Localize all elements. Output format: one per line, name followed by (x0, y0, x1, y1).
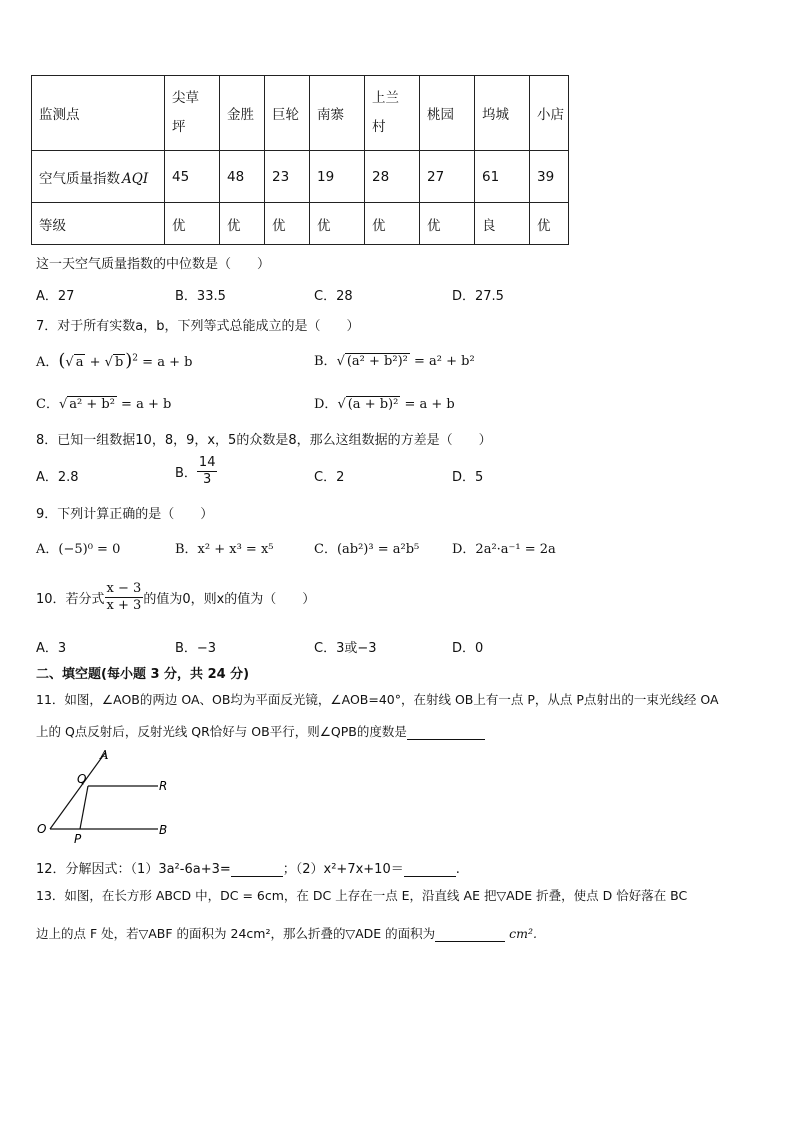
table-cell: 金胜 (220, 76, 265, 151)
table-cell: 桃园 (420, 76, 475, 151)
q9-stem: 9．下列计算正确的是（ ） (36, 507, 214, 522)
q10-option-c: C．3或−3 (314, 641, 377, 656)
q10-stem-pre: 10．若分式 (36, 592, 105, 607)
fraction-denominator: x + 3 (106, 598, 142, 613)
q9-option-c: C．(ab²)³ = a²b⁵ (314, 542, 420, 557)
table-cell: 优 (365, 203, 420, 245)
q11-figure (30, 745, 180, 845)
table-cell: 27 (420, 151, 475, 203)
table-cell: 优 (420, 203, 475, 245)
table-row (32, 76, 569, 151)
table-header-cell (32, 151, 165, 203)
q12-part1: 12．分解因式：（1）3a²-6a+3= (36, 862, 231, 877)
q7-option-b: B．√ (a² + b²)² = a² + b² (314, 354, 475, 369)
label-r: R (159, 779, 168, 793)
q10-stem-post: 的值为0，则x的值为（ ） (143, 592, 316, 607)
table-header-cell: 监测点 (32, 76, 165, 151)
q8-option-d: D．5 (452, 470, 484, 485)
q6-option-a: A．27 (36, 289, 75, 304)
table-cell: 优 (220, 203, 265, 245)
table-cell: 坞城 (475, 76, 530, 151)
q10-option-b: B．−3 (175, 641, 217, 656)
table-cell: 巨轮 (265, 76, 310, 151)
answer-blank[interactable] (435, 941, 505, 942)
table-cell: 48 (220, 151, 265, 203)
q9-option-d: D．2a²·a⁻¹ = 2a (452, 542, 556, 557)
q13-line2-text: 边上的点 F 处，若▽ABF 的面积为 24cm²，那么折叠的▽ADE 的面积为 (36, 926, 436, 941)
q13-line2 (36, 924, 537, 942)
q9-option-b: B．x² + x³ = x⁵ (175, 542, 274, 557)
option-label: C． (36, 397, 59, 412)
q10-stem (36, 581, 315, 614)
q12-part2: ；（2）x²+7x+10＝ (282, 862, 404, 877)
label-q: Q (77, 772, 87, 786)
fraction-numerator: x − 3 (106, 581, 142, 596)
q7-stem: 7．对于所有实数a，b，下列等式总能成立的是（ ） (36, 319, 360, 334)
table-cell: 小店 (530, 76, 569, 151)
label-p: P (74, 832, 82, 845)
table-cell: 优 (310, 203, 365, 245)
table-row (32, 203, 569, 245)
q12 (36, 858, 460, 877)
q10-option-d: D．0 (452, 641, 484, 656)
table-cell: 南寨 (310, 76, 365, 151)
segment-pq (80, 786, 88, 829)
q12-end: . (455, 862, 460, 877)
table-cell: 良 (475, 203, 530, 245)
q11-line2 (36, 722, 485, 740)
option-label: B． (175, 466, 197, 481)
option-label: B． (314, 354, 337, 369)
ray-oa (50, 753, 105, 829)
table-cell: 19 (310, 151, 365, 203)
table-cell: 39 (530, 151, 569, 203)
label-o: O (37, 822, 47, 836)
table-cell: 尖草 坪 (165, 76, 220, 151)
table-cell: 优 (265, 203, 310, 245)
section-title: 二、填空题(每小题 3 分，共 24 分) (36, 667, 250, 682)
q6-option-b: B．33.5 (175, 289, 226, 304)
answer-blank[interactable] (404, 876, 456, 877)
label-a: A (100, 748, 109, 762)
q11-line1: 11．如图，∠AOB的两边 OA、OB均为平面反光镜，∠AOB=40°，在射线 OB上有一点 P，从点 P点射出的一束光线经 OA (36, 692, 719, 707)
q8-option-a: A．2.8 (36, 470, 79, 485)
option-label: A． (36, 355, 59, 370)
q11-line2-text: 上的 Q点反射后，反射光线 QR恰好与 OB平行，则∠QPB的度数是 (36, 724, 407, 739)
q7-option-c: C．√ a² + b² = a + b (36, 397, 172, 412)
q6-stem: 这一天空气质量指数的中位数是（ ） (36, 257, 271, 272)
fraction-numerator: 14 (198, 455, 216, 470)
table-header-cell: 等级 (32, 203, 165, 245)
table-cell: 61 (475, 151, 530, 203)
table-cell: 28 (365, 151, 420, 203)
q6-option-d: D．27.5 (452, 289, 504, 304)
q7-c-rhs: = a + b (121, 397, 172, 412)
q7-d-rhs: = a + b (404, 397, 455, 412)
aqi-table (31, 75, 569, 245)
q8-option-b (175, 455, 217, 488)
q6-option-c: C．28 (314, 289, 353, 304)
aqi-var: AQI (122, 170, 149, 187)
q13-line1: 13．如图，在长方形 ABCD 中，DC = 6cm，在 DC 上存在一点 E，沿直线 AE 把▽ADE 折叠，使点 D 恰好落在 BC (36, 888, 688, 903)
q7-a-rhs: = a + b (142, 355, 193, 370)
q9-option-a: A．(−5)⁰ = 0 (36, 542, 121, 557)
label-b: B (159, 823, 168, 837)
q8-stem: 8．已知一组数据10，8，9，x，5的众数是8，那么这组数据的方差是（ ） (36, 433, 492, 448)
answer-blank[interactable] (231, 876, 283, 877)
answer-blank[interactable] (407, 739, 485, 740)
q8-option-c: C．2 (314, 470, 345, 485)
table-cell: 优 (530, 203, 569, 245)
table-cell: 上兰 村 (365, 76, 420, 151)
aqi-label: 空气质量指数 (39, 170, 120, 187)
table-cell: 优 (165, 203, 220, 245)
table-cell: 45 (165, 151, 220, 203)
option-label: D． (314, 397, 338, 412)
q13-unit: cm². (509, 926, 537, 941)
table-row (32, 151, 569, 203)
q10-option-a: A．3 (36, 641, 67, 656)
fraction-denominator: 3 (203, 472, 212, 487)
q7-option-d: D．√ (a + b)² = a + b (314, 397, 455, 412)
q7-option-a: A．(√ a + √ b )$^2$ = a + b (36, 350, 193, 371)
table-cell: 23 (265, 151, 310, 203)
q7-b-rhs: = a² + b² (414, 354, 475, 369)
